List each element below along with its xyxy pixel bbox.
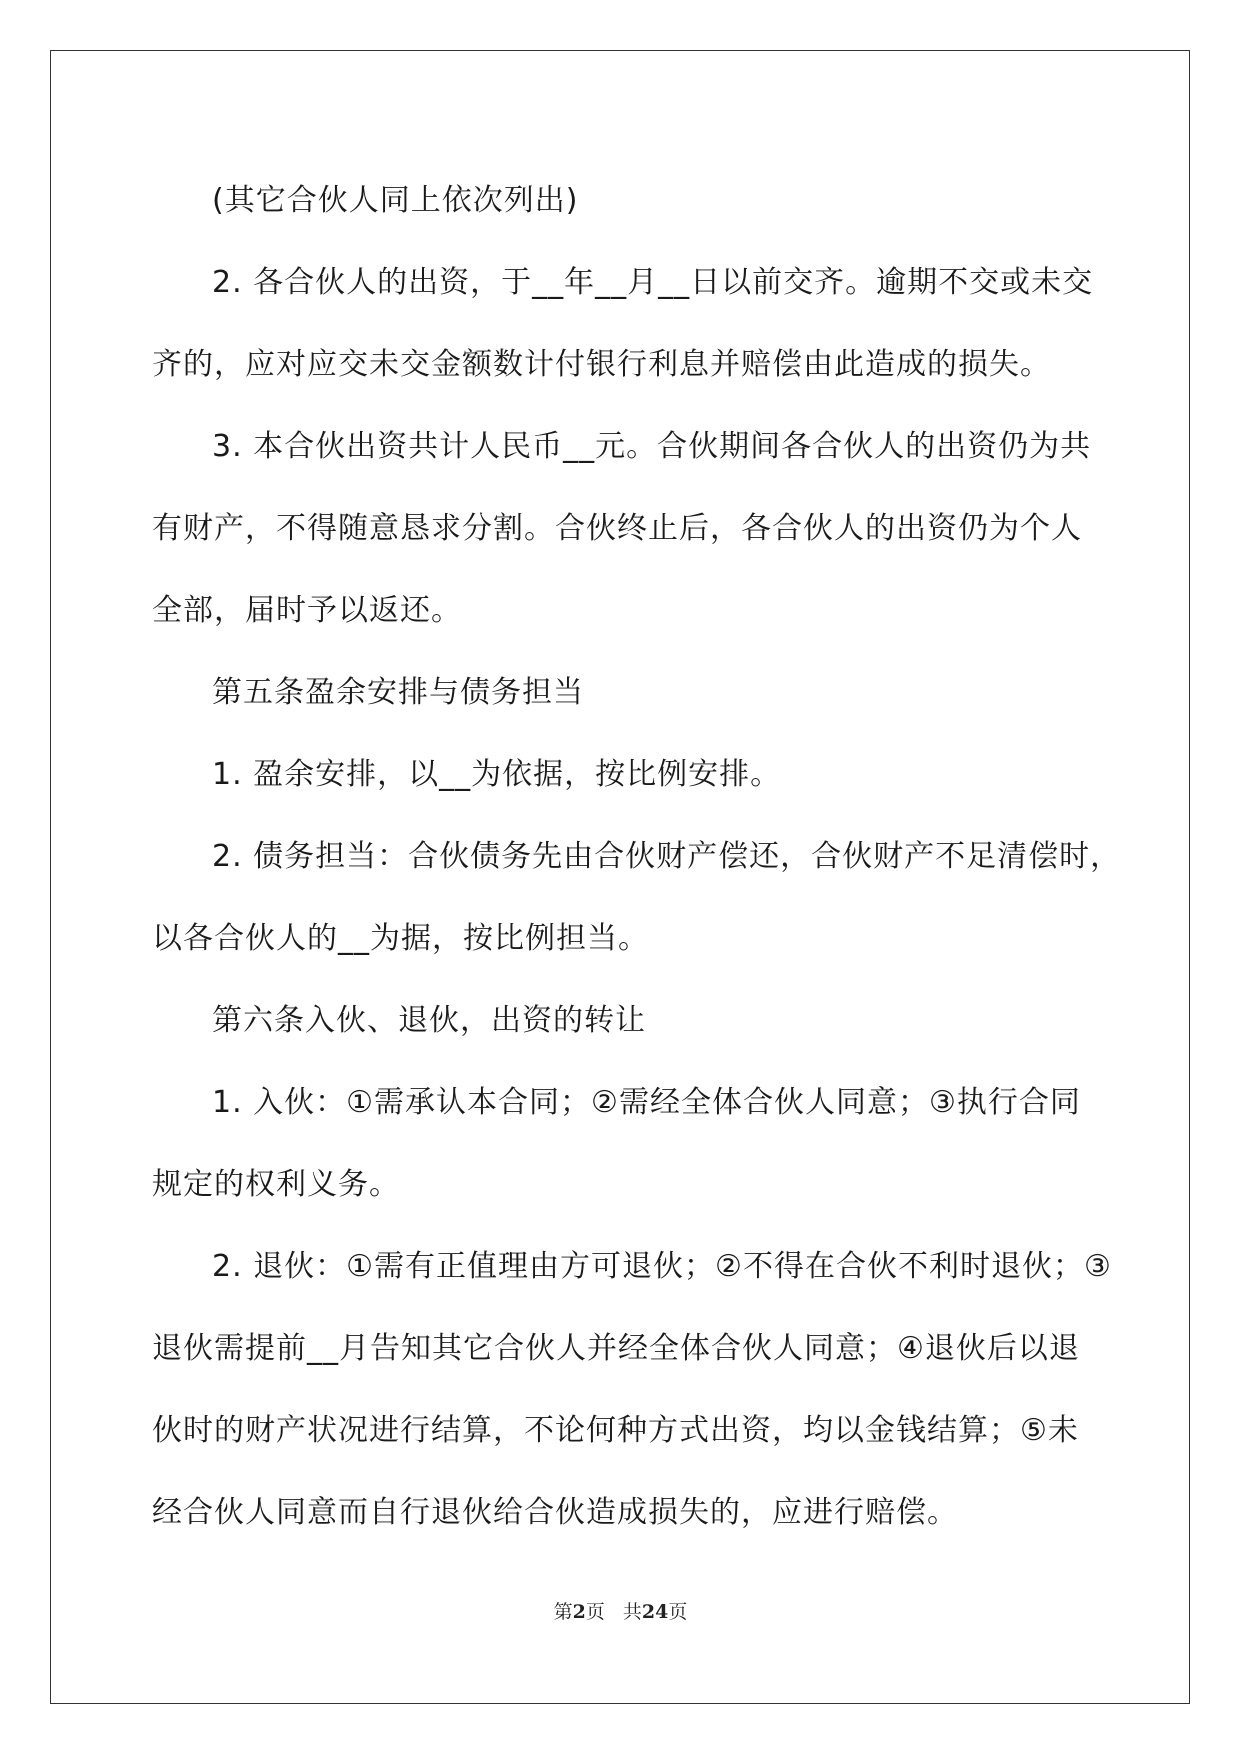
page-suffix: 页 [585,1601,605,1623]
document-body [152,160,1122,1554]
paragraph-line: 2. 各合伙人的出资，于__年__月__日以前交齐。逾期不交或未交 [212,265,1094,300]
paragraph-line: 有财产，不得随意恳求分割。合伙终止后，各合伙人的出资仍为个人 [152,511,1082,546]
paragraph-line: 经合伙人同意而自行退伙给合伙造成损失的，应进行赔偿。 [152,1495,958,1530]
total-suffix: 页 [668,1601,688,1623]
paragraph-line: 3. 本合伙出资共计人民币__元。合伙期间各合伙人的出资仍为共 [212,429,1092,464]
paragraph-line: (其它合伙人同上依次列出) [212,183,579,218]
paragraph-line: 齐的，应对应交未交金额数计付银行利息并赔偿由此造成的损失。 [152,347,1051,382]
page-number: 2 [572,1601,586,1623]
paragraph-line: 2. 退伙：①需有正值理由方可退伙；②不得在合伙不利时退伙；③ [212,1249,1112,1284]
paragraph-line: 伙时的财产状况进行结算，不论何种方式出资，均以金钱结算；⑤未 [152,1413,1079,1448]
paragraph-line: 以各合伙人的__为据，按比例担当。 [152,921,649,956]
paragraph-line: 1. 入伙：①需承认本合同；②需经全体合伙人同意；③执行合同 [212,1085,1081,1120]
section-heading: 第五条盈余安排与债务担当 [212,675,584,710]
total-pages: 24 [641,1601,669,1623]
section-heading: 第六条入伙、退伙，出资的转让 [212,1003,646,1038]
paragraph-line: 1. 盈余安排，以__为依据，按比例安排。 [212,757,782,792]
paragraph-line: 2. 债务担当：合伙债务先由合伙财产偿还，合伙财产不足清偿时， [212,839,1122,874]
page-prefix: 第 [553,1601,573,1623]
page-footer [0,1597,1241,1624]
paragraph-line: 退伙需提前__月告知其它合伙人并经全体合伙人同意；④退伙后以退 [152,1331,1080,1366]
paragraph-line: 全部，届时予以返还。 [152,593,462,628]
total-prefix: 共 [622,1601,642,1623]
paragraph-line: 规定的权利义务。 [152,1167,400,1202]
